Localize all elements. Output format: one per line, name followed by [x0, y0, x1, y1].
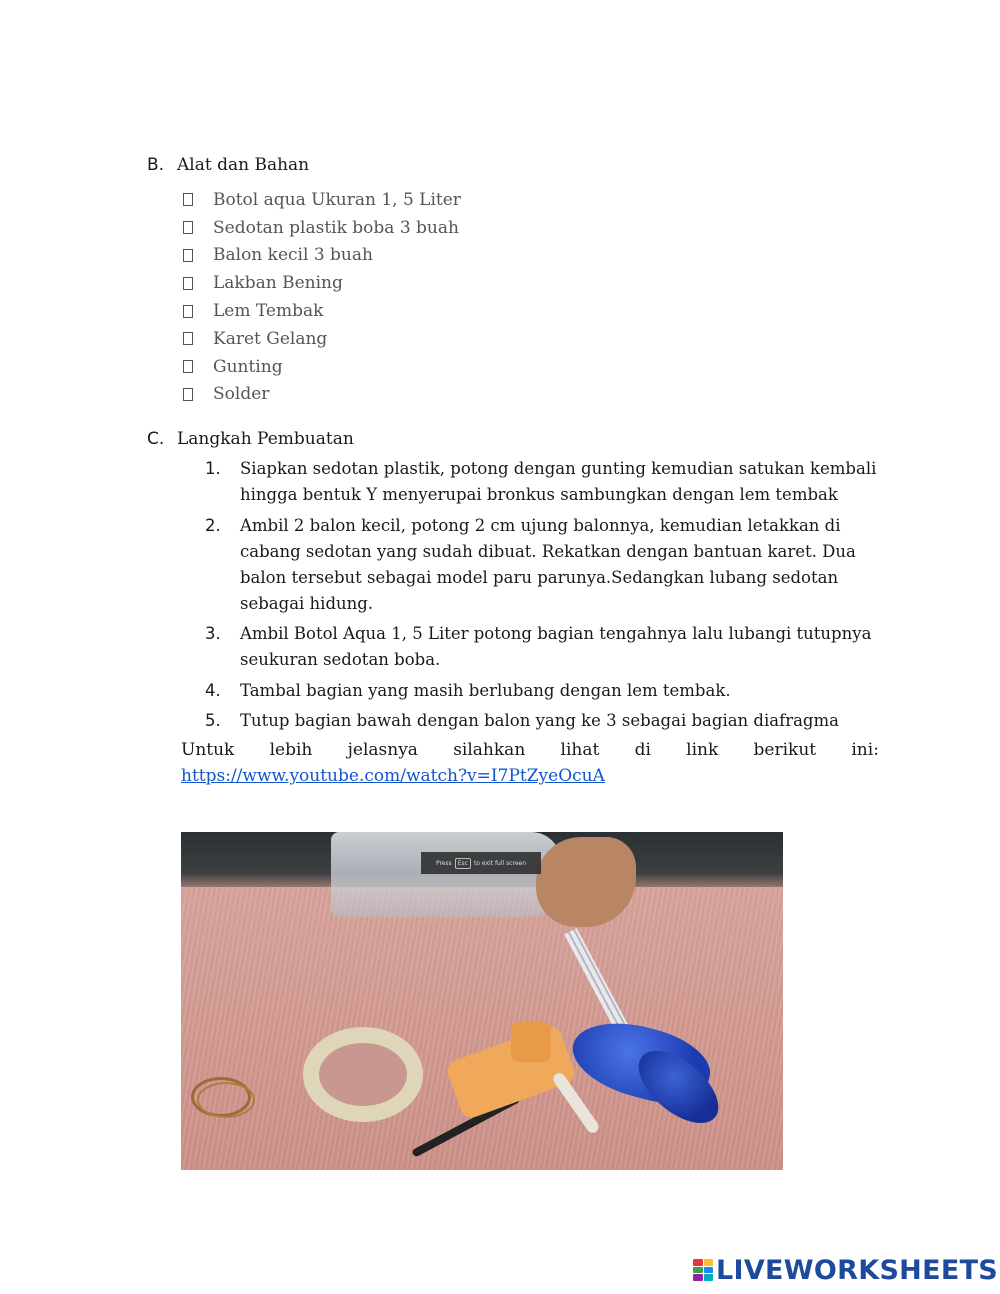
paragraph-word: link	[686, 740, 719, 760]
bullet-box-icon	[183, 193, 193, 206]
section-c-title: Langkah Pembuatan	[177, 429, 354, 449]
list-item	[180, 186, 461, 214]
paragraph-word: jelasnya	[347, 740, 418, 760]
step-item	[200, 513, 900, 617]
pink-cloth	[181, 887, 783, 1170]
plastic-bottle	[331, 832, 561, 917]
paragraph-words	[181, 737, 879, 763]
esc-press-text: Press	[435, 859, 452, 867]
fullscreen-exit-banner	[421, 852, 541, 874]
list-item-text: Botol aqua Ukuran 1, 5 Liter	[213, 189, 461, 210]
list-item-text: Lem Tembak	[213, 301, 324, 322]
paragraph-word: Untuk	[181, 740, 235, 760]
section-c-heading	[147, 429, 354, 449]
bullet-box-icon	[183, 332, 193, 345]
logo-grid-icon	[693, 1259, 713, 1281]
list-item-text: Karet Gelang	[213, 328, 328, 349]
bullet-box-icon	[183, 388, 193, 401]
list-item	[180, 297, 461, 325]
step-text: Tutup bagian bawah dengan balon yang ke 3 sebagai bagian diafragma	[240, 711, 839, 730]
step-text: Siapkan sedotan plastik, potong dengan gunting kemudian satukan kembali hingga bentuk Y menyerupai bronkus sambungkan dengan lem tembak	[240, 459, 877, 504]
paragraph-word: di	[634, 740, 651, 760]
liveworksheets-logo	[693, 1255, 998, 1285]
step-number: 2.	[205, 515, 221, 535]
list-item-text: Solder	[213, 384, 270, 405]
youtube-link[interactable]: https://www.youtube.com/watch?v=I7PtZyeOcuA	[181, 766, 605, 786]
step-text: Ambil Botol Aqua 1, 5 Liter potong bagian tengahnya lalu lubangi tutupnya seukuran sedotan boba.	[240, 624, 872, 669]
step-number: 1.	[205, 459, 221, 478]
list-item	[180, 325, 461, 353]
list-item	[180, 242, 461, 270]
step-item	[200, 456, 900, 508]
list-item-text: Sedotan plastik boba 3 buah	[213, 217, 459, 238]
step-item	[200, 678, 900, 704]
section-b-heading	[147, 155, 309, 175]
brand-name: LIVEWORKSHEETS	[716, 1254, 999, 1286]
step-number: 5.	[205, 711, 221, 730]
step-item	[200, 708, 900, 734]
materials-list	[180, 186, 461, 408]
esc-key: Esc	[455, 858, 471, 869]
paragraph-word: berikut	[753, 740, 817, 760]
glue-gun-head	[511, 1022, 551, 1062]
bullet-box-icon	[183, 305, 193, 318]
step-text: Ambil 2 balon kecil, potong 2 cm ujung balonnya, kemudian letakkan di cabang sedotan yang sudah dibuat. Rekatkan dengan bantuan karet. Dua balon tersebut sebagai model paru parunya.Sedangkan lubang sedotan sebagai hidung.	[240, 515, 856, 613]
list-item-text: Lakban Bening	[213, 273, 343, 294]
step-number: 3.	[205, 624, 221, 643]
list-item-text: Balon kecil 3 buah	[213, 245, 373, 266]
section-c-letter: C.	[147, 429, 165, 449]
materials-photo	[181, 832, 783, 1170]
section-b-letter: B.	[147, 155, 165, 175]
step-text: Tambal bagian yang masih berlubang dengan lem tembak.	[240, 680, 731, 700]
paragraph-word: silahkan	[453, 740, 526, 760]
bullet-box-icon	[183, 249, 193, 262]
steps-list	[200, 456, 900, 739]
list-item	[180, 353, 461, 381]
paragraph-word: lihat	[560, 740, 600, 760]
bullet-box-icon	[183, 221, 193, 234]
clear-tape-roll	[303, 1027, 423, 1122]
section-b-title: Alat dan Bahan	[177, 155, 310, 175]
list-item	[180, 214, 461, 242]
video-link-paragraph	[181, 737, 879, 789]
bullet-box-icon	[183, 360, 193, 373]
step-number: 4.	[205, 680, 221, 700]
rubber-bands-inner	[197, 1082, 255, 1118]
list-item	[180, 269, 461, 297]
paragraph-word: ini:	[851, 740, 879, 760]
bullet-box-icon	[183, 277, 193, 290]
esc-rest-text: to exit full screen	[473, 859, 527, 867]
paragraph-word: lebih	[269, 740, 313, 760]
step-item	[200, 621, 900, 673]
list-item	[180, 381, 461, 409]
list-item-text: Gunting	[213, 356, 283, 377]
